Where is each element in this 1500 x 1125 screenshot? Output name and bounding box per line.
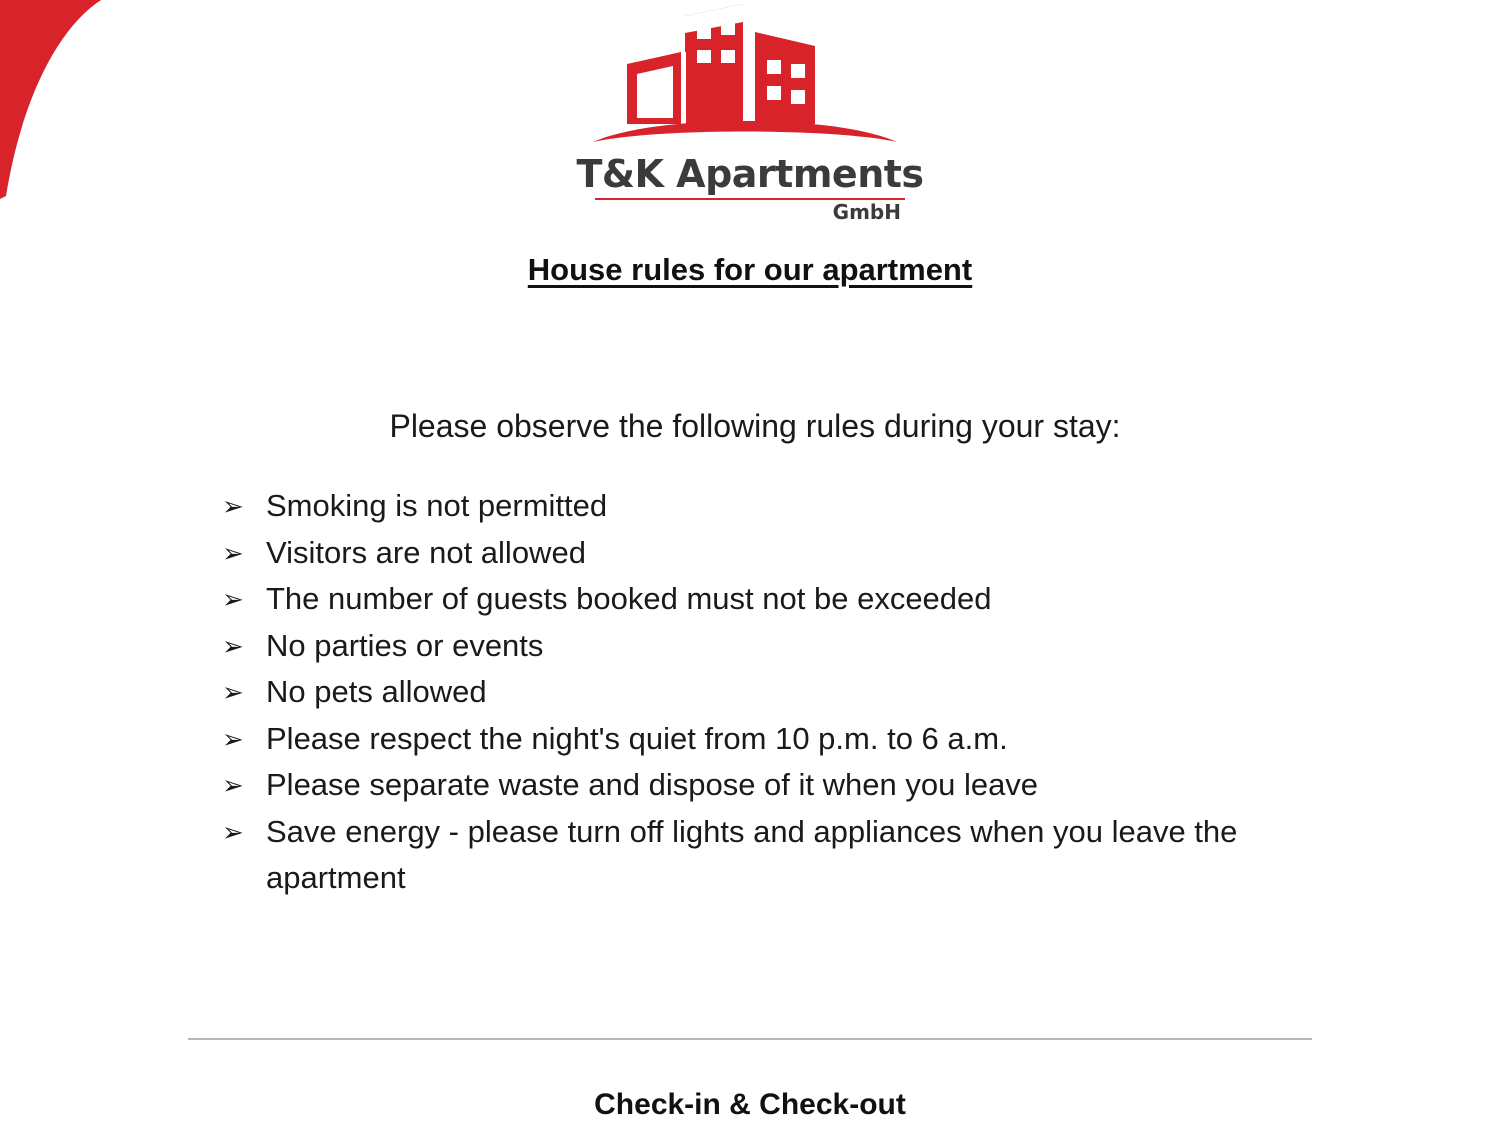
section-divider <box>188 1038 1312 1040</box>
brand-wordmark <box>576 152 924 224</box>
arrow-bullet-icon: ➢ <box>222 770 244 800</box>
list-item <box>222 483 1382 530</box>
list-item-label: Smoking is not permitted <box>266 488 608 523</box>
list-item-label: Save energy - please turn off lights and appliances when you leave the apartment <box>266 813 1238 895</box>
arrow-bullet-icon: ➢ <box>222 630 244 661</box>
arrow-bullet-icon: ➢ <box>222 537 244 568</box>
arrow-bullet-icon: ➢ <box>222 677 244 707</box>
brand-name: T&K Apartments <box>576 152 924 196</box>
list-item <box>222 762 1382 809</box>
brand-suffix: GmbH <box>832 199 901 224</box>
footer-heading: Check-in & Check-out <box>594 1088 906 1121</box>
brand-logo <box>0 0 1500 223</box>
list-item <box>222 576 1382 623</box>
arrow-bullet-icon: ➢ <box>222 723 244 754</box>
list-item-label: Visitors are not allowed <box>266 534 586 570</box>
arrow-bullet-icon: ➢ <box>222 491 244 521</box>
page-title: House rules for our apartment <box>527 252 973 287</box>
arrow-bullet-icon: ➢ <box>222 816 244 847</box>
list-item-label: No parties or events <box>266 627 544 663</box>
list-item <box>222 669 1382 716</box>
list-item-label: The number of guests booked must not be exceeded <box>266 581 992 616</box>
list-item-label: Please respect the night's quiet from 10 p.m. to 6 a.m. <box>266 720 1008 756</box>
list-item-label: No pets allowed <box>266 674 487 709</box>
rules-list <box>222 483 1382 902</box>
list-item <box>222 623 1382 670</box>
intro-text: Please observe the following rules during your stay: <box>389 408 1121 444</box>
list-item-label: Please separate waste and dispose of it when you leave <box>266 767 1039 802</box>
list-item <box>222 530 1382 577</box>
arrow-bullet-icon: ➢ <box>222 584 244 614</box>
list-item <box>222 809 1382 902</box>
buildings-skyline-icon <box>585 2 915 157</box>
list-item <box>222 716 1382 763</box>
